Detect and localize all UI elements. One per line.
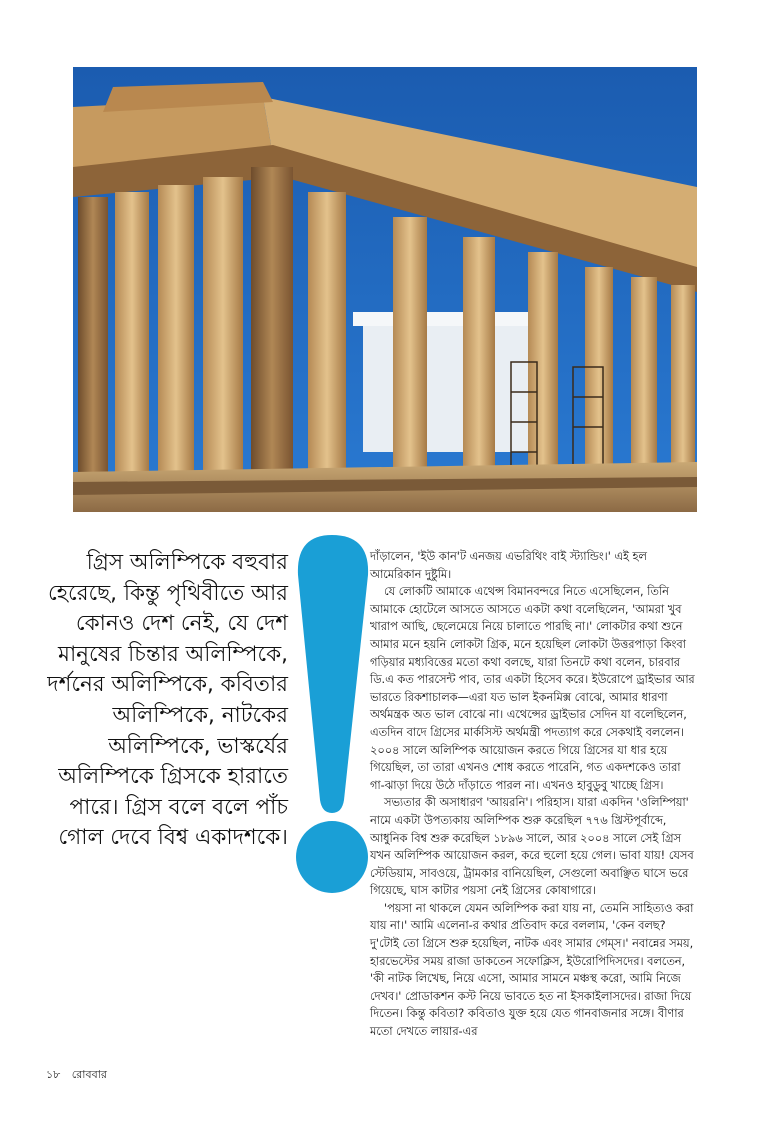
page-footer xyxy=(46,1066,115,1085)
article-body xyxy=(370,548,697,1041)
page-number: ১৮ xyxy=(46,1068,61,1081)
article-paragraph: দাঁড়ালেন, 'ইউ কান'ট এনজয় এভরিথিং বাই স্ট্যান্ডিং।' এই হল আমেরিকান দুষ্টুমি। xyxy=(370,550,647,581)
article-paragraph: 'পয়সা না থাকলে যেমন অলিম্পিক করা যায় না, তেমনি সাহিত্যও করা যায় না।' আমি এলেনা-র কথার প্রতিবাদ করে বললাম, 'কেন বলছ? দু'টোই তো গ্রিসে শুরু হয়েছিল, নাটক এবং সামার গেম্‌স।' নবান্নের সময়, হারভেস্টের সময় রাজা ডাকতেন সফোক্লিস, ইউরোপিদিসদের। বলতেন, 'কী নাটক লিখেছ, নিয়ে এসো, আমার সামনে মঞ্চস্থ করো, আমি নিজে দেখব।' প্রোডাকশন কস্ট নিয়ে ভাবতে হত না ইসকাইলাসদের। রাজা দিয়ে দিতেন। কিন্তু কবিতা? কবিতাও যুক্ত হয়ে যেত গানবাজনার সঙ্গে। বীণার মতো দেখতে লায়ার-এর xyxy=(370,901,694,1039)
magazine-name: রোববার xyxy=(71,1068,107,1081)
exclamation-mark-graphic xyxy=(292,535,374,895)
article-paragraph: যে লোকটি আমাকে এথেন্স বিমানবন্দরে নিতে এসেছিলেন, তিনি আমাকে হোটেলে আসতে আসতে একটা কথা বলেছিলেন, 'আমরা খুব খারাপ আছি, ছেলেমেয়ে নিয়ে চালাতে পারছি না।' লোকটার কথা শুনে আমার মনে হয়নি লোকটা গ্রিক, মনে হয়েছিল লোকটা উত্তরপাড়া কিংবা গড়িয়ার মধ্যবিত্তের মতো কথা বলছে, যারা তিনটে কথা বলেন, চারবার ডি.এ কত পারসেন্ট পাব, তার একটা হিসেব করে। ইউরোপে ড্রাইভার আর ভারতে রিকশাচালক—এরা যত ভাল ইকনমিক্স বোঝে, আমার ধারণা অর্থমন্ত্রক অত ভাল বোঝে না। এথেন্সের ড্রাইভার সেদিন যা বলেছিলেন, এতদিন বাদে গ্রিসের মার্কসিস্ট অর্থমন্ত্রী পদত্যাগ করে সেকথাই বললেন। ২০০৪ সালে অলিম্পিক আয়োজন করতে গিয়ে গ্রিসের যা ধার হয়ে গিয়েছিল, তা তারা এখনও শোধ করতে পারেনি, গত একদশকেও তারা গা-ঝাড়া দিয়ে উঠে দাঁড়াতে পারল না। এখনও হাবুডুবু খাচ্ছে গ্রিস। xyxy=(370,585,695,792)
pull-quote: গ্রিস অলিম্পিকে বহুবার হেরেছে, কিন্তু পৃথিবীতে আর কোনও দেশ নেই, যে দেশ মানুষের চিন্তার অলিম্পিকে, দর্শনের অলিম্পিকে, কবিতার অলিম্পিকে, নাটকের অলিম্পিকে, ভাস্কর্যের অলিম্পিকে গ্রিসকে হারাতে পারে। গ্রিস বলে বলে পাঁচ গোল দেবে বিশ্ব একাদশকে। xyxy=(47,550,288,851)
parthenon-photo xyxy=(73,67,697,512)
article-paragraph: সভ্যতার কী অসাধারণ 'আয়রনি'। পরিহাস। যারা একদিন 'ওলিম্পিয়া' নামে একটা উপত্যকায় অলিম্পিক শুরু করেছিল ৭৭৬ খ্রিস্টপূর্বাব্দে, আধুনিক বিশ্ব শুরু করেছিল ১৮৯৬ সালে, আর ২০০৪ সালে সেই গ্রিস যখন অলিম্পিক আয়োজন করল, করে হুলো হয়ে গেল। ভাবা যায়! যেসব স্টেডিয়াম, সাবওয়ে, ট্রামকার বানিয়েছিল, সেগুলো অবাঞ্ছিত ঘাসে ভরে গিয়েছে, ঘাস কাটার পয়সা নেই গ্রিসের কোষাগারে। xyxy=(370,796,694,898)
